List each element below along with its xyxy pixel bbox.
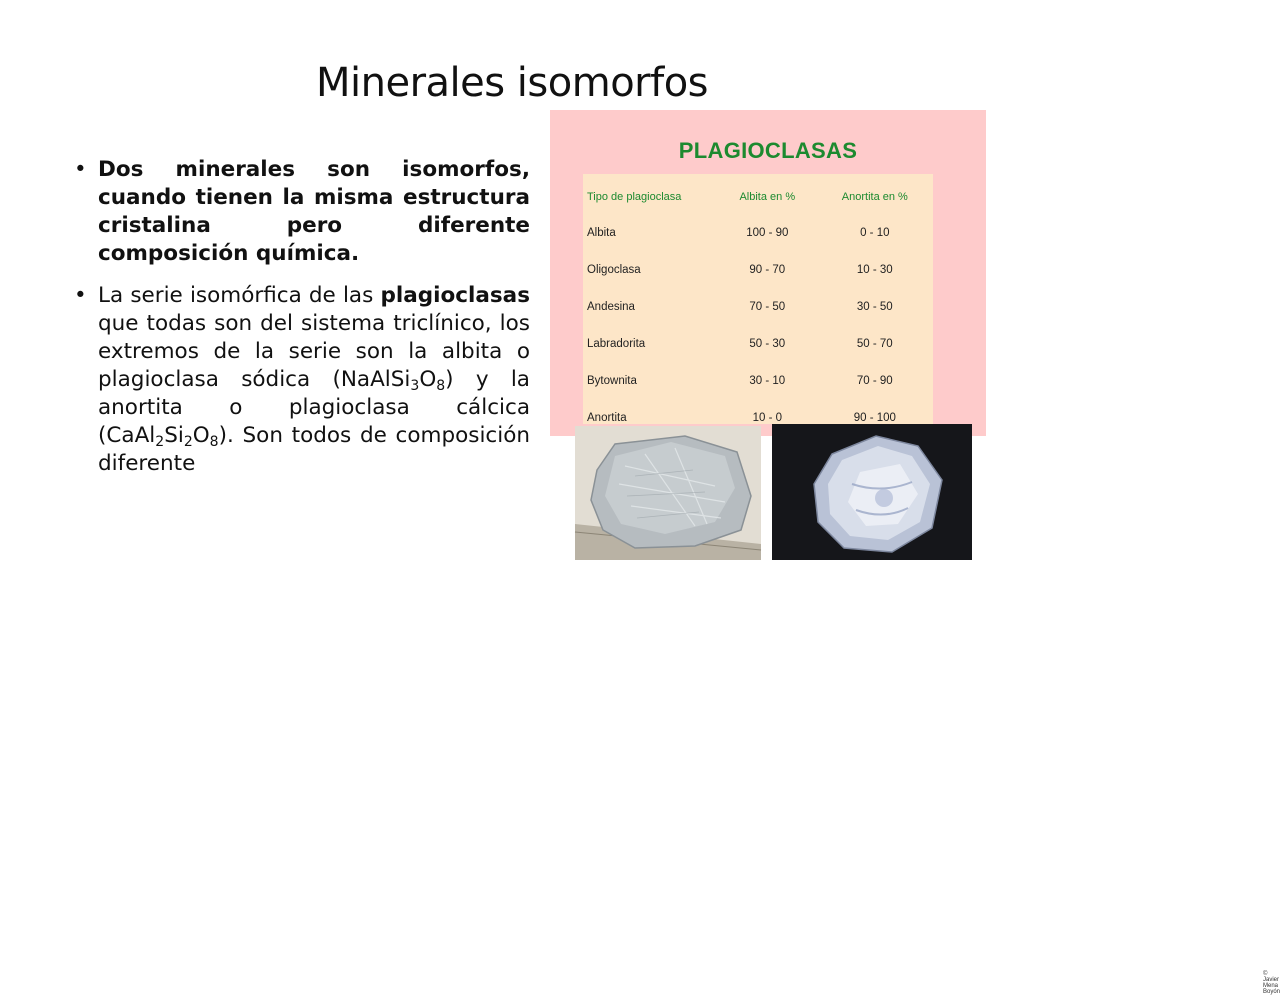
bullet2-part4: ) y la anortita o plagioclasa cálcica (CaAl (98, 367, 530, 448)
cell-type: Albita (587, 226, 616, 239)
cell-albite: 10 - 0 (752, 411, 783, 424)
photo-credit: © Javier Mena Boyón (1263, 971, 1280, 995)
albite-photo (575, 426, 1280, 995)
table-row (583, 325, 933, 362)
cell-anorthite: 90 - 100 (853, 411, 896, 424)
table-row (583, 288, 933, 325)
cell-albite: 90 - 70 (749, 263, 786, 276)
header-albite: Albita en % (739, 191, 796, 203)
formula-subscript: 2 (155, 434, 165, 450)
cell-type: Andesina (587, 300, 635, 313)
cell-anorthite: 0 - 10 (860, 226, 890, 239)
formula-subscript: 3 (410, 378, 420, 394)
cell-anorthite: 10 - 30 (856, 263, 893, 276)
table-header-row (583, 180, 933, 214)
cell-type: Oligoclasa (587, 263, 641, 276)
formula-subscript: 8 (436, 378, 446, 394)
table-row (583, 214, 933, 251)
anorthite-photo (772, 424, 972, 560)
panel-title: PLAGIOCLASAS (678, 138, 858, 163)
cell-albite: 100 - 90 (746, 226, 789, 239)
cell-anorthite: 30 - 50 (856, 300, 893, 313)
anorthite-crystal-image (772, 424, 972, 560)
slide-title: Minerales isomorfos (315, 60, 709, 106)
bullet2-part1: La serie isomórfica de las (98, 283, 381, 308)
albite-rock-image (575, 426, 761, 560)
bullet-text-1: Dos minerales son isomorfos, cuando tienen la misma estructura cristalina pero diferente composición química. (98, 157, 530, 266)
cell-type: Labradorita (587, 337, 646, 350)
plagioclase-table (583, 180, 933, 436)
bullet2-part5: Si (164, 423, 184, 448)
cell-albite: 70 - 50 (749, 300, 786, 313)
cell-albite: 50 - 30 (749, 337, 786, 350)
cell-albite: 30 - 10 (749, 374, 786, 387)
bullet2-part3: O (419, 367, 437, 392)
table-row (583, 362, 933, 399)
bullet2-part6: O (192, 423, 210, 448)
table-row (583, 251, 933, 288)
bullet-dot: • (74, 283, 87, 308)
header-anorthite: Anortita en % (841, 191, 908, 203)
bullet2-bold-term: plagioclasas (380, 283, 530, 308)
cell-anorthite: 70 - 90 (856, 374, 893, 387)
cell-type: Bytownita (587, 374, 637, 387)
cell-anorthite: 50 - 70 (856, 337, 893, 350)
bullet-item-2 (72, 282, 530, 478)
bullet2-part2: que todas son del sistema triclínico, los extremos de la serie son la albita o plagioclasa sódica (NaAlSi (98, 311, 530, 392)
formula-subscript: 2 (183, 434, 193, 450)
formula-subscript: 8 (209, 434, 219, 450)
bullet-list (72, 156, 530, 492)
bullet-item-1 (72, 156, 530, 268)
bullet2-part7: ). Son todos de composición diferente (98, 423, 530, 476)
bullet-dot: • (74, 157, 87, 182)
cell-type: Anortita (587, 411, 627, 424)
header-type: Tipo de plagioclasa (587, 191, 682, 203)
